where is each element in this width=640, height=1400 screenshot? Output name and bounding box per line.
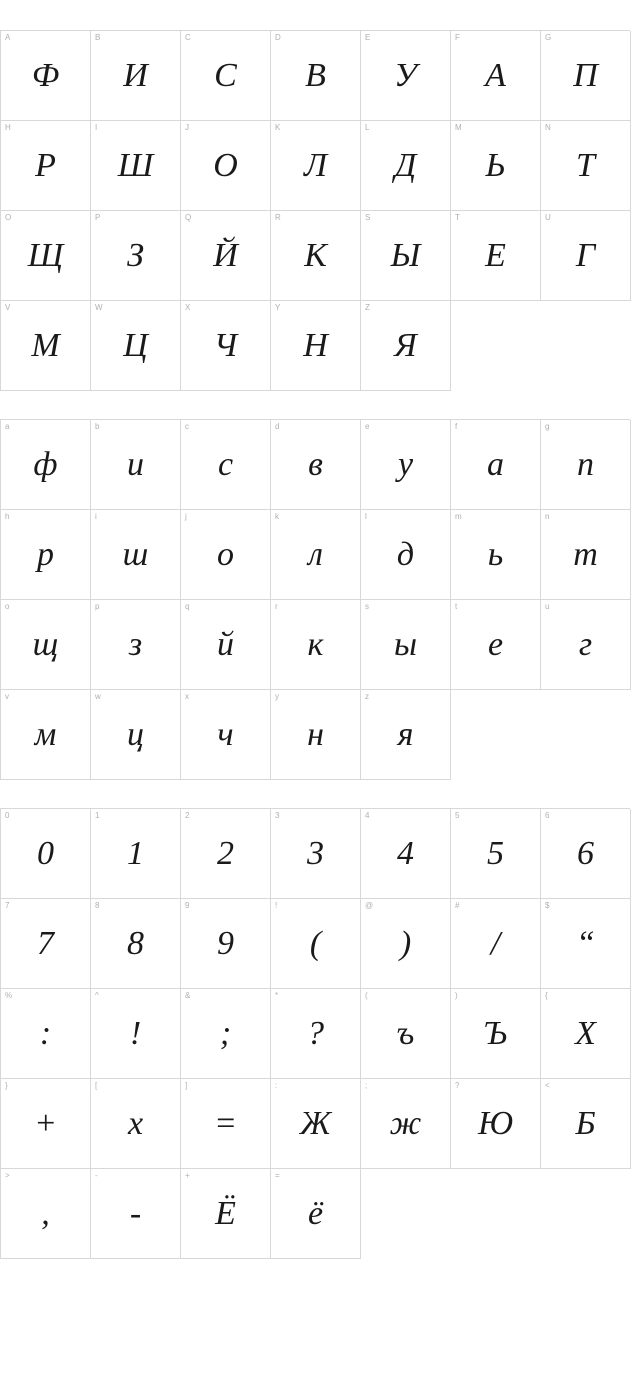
glyph-key-label: ; [365, 1081, 368, 1090]
glyph-cell [1, 899, 91, 989]
glyph-key-label: 5 [455, 811, 460, 820]
glyph-character: К [304, 236, 327, 274]
glyph-key-label: - [95, 1171, 98, 1180]
glyph-key-label: m [455, 512, 462, 521]
glyph-character: Т [576, 146, 595, 184]
glyph-cell [181, 510, 271, 600]
glyph-cell [181, 420, 271, 510]
glyph-character: а [487, 445, 504, 483]
glyph-cell [451, 809, 541, 899]
glyph-character: Я [394, 326, 417, 364]
glyph-character: Р [35, 146, 56, 184]
glyph-cell [451, 1079, 541, 1169]
glyph-cell [541, 989, 631, 1079]
glyph-character: р [37, 535, 54, 573]
glyph-cell [1, 989, 91, 1079]
glyph-key-label: u [545, 602, 550, 611]
glyph-key-label: t [455, 602, 458, 611]
glyph-character: ё [307, 1194, 324, 1232]
glyph-cell [451, 510, 541, 600]
glyph-character: А [485, 56, 506, 94]
glyph-key-label: l [365, 512, 367, 521]
glyph-cell [271, 211, 361, 301]
glyph-character: и [127, 445, 144, 483]
glyph-cell [91, 420, 181, 510]
glyph-key-label: w [95, 692, 101, 701]
glyph-character: л [308, 535, 323, 573]
glyph-cell [91, 301, 181, 391]
glyph-character: Ш [117, 146, 154, 184]
glyph-cell [181, 989, 271, 1079]
glyph-cell [451, 420, 541, 510]
glyph-cell [271, 301, 361, 391]
glyph-cell [451, 211, 541, 301]
glyph-cell-empty [451, 301, 541, 391]
glyph-cell [271, 510, 361, 600]
glyph-character: 5 [487, 834, 504, 872]
glyph-cell [91, 899, 181, 989]
glyph-character: Д [394, 146, 417, 184]
glyph-character: х [127, 1104, 144, 1142]
glyph-cell [181, 31, 271, 121]
glyph-cell [361, 899, 451, 989]
glyph-key-label: 2 [185, 811, 190, 820]
uppercase-glyph-grid [0, 30, 630, 391]
glyph-key-label: k [275, 512, 279, 521]
glyph-key-label: 8 [95, 901, 100, 910]
glyph-key-label: $ [545, 901, 550, 910]
glyph-cell [361, 121, 451, 211]
glyph-key-label: 1 [95, 811, 100, 820]
glyph-character: д [396, 535, 415, 573]
glyph-key-label: F [455, 33, 460, 42]
glyph-key-label: ( [365, 991, 368, 1000]
glyph-cell [271, 31, 361, 121]
glyph-cell [361, 1079, 451, 1169]
glyph-key-label: = [275, 1171, 280, 1180]
glyph-character: 6 [577, 834, 594, 872]
glyph-key-label: D [275, 33, 281, 42]
glyph-key-label: A [5, 33, 11, 42]
glyph-key-label: 9 [185, 901, 190, 910]
glyph-character: й [217, 625, 234, 663]
glyph-cell [1, 690, 91, 780]
glyph-key-label: Y [275, 303, 281, 312]
glyph-character: Щ [27, 236, 64, 274]
glyph-cell [271, 420, 361, 510]
glyph-key-label: X [185, 303, 191, 312]
glyph-cell [541, 31, 631, 121]
glyph-key-label: ? [455, 1081, 460, 1090]
glyph-character: Х [575, 1014, 596, 1052]
glyph-key-label: g [545, 422, 550, 431]
glyph-character: Ъ [484, 1014, 507, 1052]
glyph-cell [271, 600, 361, 690]
glyph-cell [1, 809, 91, 899]
glyph-character: ф [33, 445, 58, 483]
glyph-character: ь [487, 535, 504, 573]
glyph-key-label: a [5, 422, 10, 431]
glyph-cell [1, 31, 91, 121]
glyph-key-label: Z [365, 303, 370, 312]
block-gap-1 [0, 391, 640, 419]
glyph-key-label: 7 [5, 901, 10, 910]
glyph-key-label: d [275, 422, 280, 431]
glyph-key-label: 4 [365, 811, 370, 820]
glyph-key-label: L [365, 123, 370, 132]
glyph-character: т [573, 535, 598, 573]
glyph-cell [361, 510, 451, 600]
glyph-key-label: < [545, 1081, 550, 1090]
glyph-key-label: i [95, 512, 97, 521]
glyph-key-label: I [95, 123, 98, 132]
glyph-character: у [397, 445, 414, 483]
glyph-key-label: # [455, 901, 460, 910]
glyph-key-label: 6 [545, 811, 550, 820]
glyph-cell [361, 301, 451, 391]
glyph-key-label: y [275, 692, 279, 701]
glyph-character: ) [399, 924, 412, 962]
glyph-cell [361, 809, 451, 899]
glyph-cell [181, 121, 271, 211]
glyph-character: Б [575, 1104, 596, 1142]
glyph-character: С [214, 56, 237, 94]
glyph-cell [91, 1079, 181, 1169]
glyph-cell [541, 121, 631, 211]
glyph-key-label: % [5, 991, 13, 1000]
glyph-character: / [490, 924, 501, 962]
glyph-character: Л [303, 146, 328, 184]
glyph-cell [91, 809, 181, 899]
glyph-cell [1, 600, 91, 690]
glyph-character: о [217, 535, 234, 573]
glyph-cell [361, 31, 451, 121]
glyph-key-label: K [275, 123, 281, 132]
glyph-character: 3 [307, 834, 324, 872]
glyph-key-label: n [545, 512, 550, 521]
glyph-cell [91, 211, 181, 301]
glyph-character: “ [576, 924, 595, 962]
glyph-key-label: ^ [95, 991, 99, 1000]
glyph-key-label: p [95, 602, 100, 611]
glyph-key-label: { [545, 991, 548, 1000]
glyph-cell [541, 420, 631, 510]
glyph-cell [91, 121, 181, 211]
glyph-character: Ы [390, 236, 421, 274]
glyph-cell [91, 31, 181, 121]
glyph-key-label: S [365, 213, 371, 222]
glyph-cell [91, 690, 181, 780]
glyph-cell-empty [541, 301, 631, 391]
glyph-cell [541, 600, 631, 690]
glyph-cell [181, 1079, 271, 1169]
glyph-character: 0 [37, 834, 54, 872]
glyph-key-label: ! [275, 901, 278, 910]
glyph-key-label: j [185, 512, 187, 521]
glyph-key-label: W [95, 303, 103, 312]
glyph-character: Ю [477, 1104, 514, 1142]
glyph-cell-empty [541, 1169, 631, 1259]
glyph-character: ч [217, 715, 234, 753]
glyph-key-label: q [185, 602, 190, 611]
glyph-character: ! [129, 1014, 142, 1052]
glyph-cell [181, 211, 271, 301]
glyph-character: 8 [127, 924, 144, 962]
lowercase-glyph-grid [0, 419, 630, 780]
glyph-character: О [213, 146, 238, 184]
glyph-key-label: J [185, 123, 189, 132]
glyph-key-label: B [95, 33, 101, 42]
glyph-character: : [39, 1014, 52, 1052]
glyph-character: , [41, 1194, 50, 1232]
digits-symbols-glyph-grid [0, 808, 630, 1259]
glyph-character: ? [307, 1014, 324, 1052]
glyph-key-label: + [185, 1171, 190, 1180]
glyph-cell [361, 690, 451, 780]
glyph-key-label: e [365, 422, 370, 431]
glyph-character: - [129, 1194, 142, 1232]
glyph-character: Г [575, 236, 596, 274]
glyph-cell [541, 809, 631, 899]
glyph-cell [541, 211, 631, 301]
glyph-key-label: * [275, 991, 279, 1000]
glyph-character: М [31, 326, 60, 364]
glyph-character: 9 [217, 924, 234, 962]
glyph-character: И [123, 56, 148, 94]
glyph-character: Ж [299, 1104, 332, 1142]
glyph-cell [91, 510, 181, 600]
glyph-cell [271, 809, 361, 899]
glyph-character: Е [485, 236, 506, 274]
glyph-character: ы [393, 625, 418, 663]
glyph-key-label: Q [185, 213, 192, 222]
glyph-character: з [128, 625, 143, 663]
glyph-character: П [573, 56, 598, 94]
glyph-cell [1, 1169, 91, 1259]
glyph-character: 7 [37, 924, 54, 962]
glyph-cell [1, 301, 91, 391]
glyph-key-label: M [455, 123, 462, 132]
glyph-key-label: b [95, 422, 100, 431]
glyph-key-label: @ [365, 901, 374, 910]
glyph-cell-empty [451, 690, 541, 780]
glyph-cell [271, 1079, 361, 1169]
glyph-character: в [308, 445, 323, 483]
glyph-key-label: r [275, 602, 278, 611]
glyph-character: 2 [217, 834, 234, 872]
glyph-key-label: 3 [275, 811, 280, 820]
glyph-cell [1, 1079, 91, 1169]
glyph-character: е [487, 625, 504, 663]
glyph-cell [91, 989, 181, 1079]
glyph-key-label: G [545, 33, 552, 42]
glyph-cell [271, 989, 361, 1079]
glyph-character: с [217, 445, 234, 483]
glyph-character: ц [127, 715, 144, 753]
glyph-cell [1, 121, 91, 211]
glyph-cell [361, 600, 451, 690]
glyph-character: ъ [396, 1014, 415, 1052]
glyph-key-label: : [275, 1081, 278, 1090]
glyph-key-label: C [185, 33, 191, 42]
glyph-character: н [307, 715, 324, 753]
glyph-cell [361, 989, 451, 1079]
glyph-key-label: } [5, 1081, 8, 1090]
glyph-cell [181, 301, 271, 391]
glyph-character: ш [122, 535, 149, 573]
glyph-key-label: c [185, 422, 189, 431]
glyph-key-label: f [455, 422, 458, 431]
glyph-character: + [34, 1104, 57, 1142]
glyph-character: Н [303, 326, 328, 364]
glyph-key-label: v [5, 692, 9, 701]
glyph-cell [1, 420, 91, 510]
glyph-key-label: P [95, 213, 101, 222]
glyph-character: Ч [213, 326, 238, 364]
glyph-cell [271, 121, 361, 211]
glyph-key-label: ] [185, 1081, 188, 1090]
glyph-cell [1, 211, 91, 301]
top-spacer [0, 0, 640, 30]
glyph-key-label: ) [455, 991, 458, 1000]
glyph-character: к [307, 625, 324, 663]
glyph-cell-empty [541, 690, 631, 780]
glyph-key-label: H [5, 123, 11, 132]
glyph-character: щ [32, 625, 59, 663]
glyph-key-label: s [365, 602, 369, 611]
glyph-cell [451, 600, 541, 690]
glyph-cell [541, 899, 631, 989]
glyph-character: = [214, 1104, 237, 1142]
glyph-character: Ф [31, 56, 60, 94]
glyph-cell [181, 899, 271, 989]
glyph-cell [91, 1169, 181, 1259]
glyph-cell [361, 211, 451, 301]
glyph-cell [181, 690, 271, 780]
glyph-cell [271, 899, 361, 989]
glyph-key-label: N [545, 123, 551, 132]
glyph-cell [451, 989, 541, 1079]
glyph-character: 4 [397, 834, 414, 872]
glyph-key-label: > [5, 1171, 10, 1180]
glyph-cell [271, 690, 361, 780]
glyph-key-label: V [5, 303, 11, 312]
glyph-cell [361, 420, 451, 510]
glyph-key-label: 0 [5, 811, 10, 820]
glyph-key-label: h [5, 512, 10, 521]
glyph-character: я [397, 715, 414, 753]
glyph-cell-empty [451, 1169, 541, 1259]
glyph-character: Ц [123, 326, 148, 364]
glyph-cell [541, 1079, 631, 1169]
glyph-key-label: x [185, 692, 189, 701]
glyph-key-label: z [365, 692, 369, 701]
glyph-character: п [577, 445, 594, 483]
glyph-character: ( [309, 924, 322, 962]
glyph-cell-empty [361, 1169, 451, 1259]
glyph-cell [451, 899, 541, 989]
glyph-cell [541, 510, 631, 600]
glyph-cell [451, 31, 541, 121]
glyph-cell [1, 510, 91, 600]
glyph-cell [271, 1169, 361, 1259]
glyph-character: м [34, 715, 57, 753]
glyph-cell [451, 121, 541, 211]
glyph-character: З [127, 236, 144, 274]
block-gap-2 [0, 780, 640, 808]
glyph-cell [181, 1169, 271, 1259]
glyph-character: Ё [215, 1194, 236, 1232]
glyph-character: г [578, 625, 593, 663]
glyph-character: Й [213, 236, 238, 274]
glyph-key-label: [ [95, 1081, 98, 1090]
glyph-cell [181, 809, 271, 899]
glyph-key-label: & [185, 991, 191, 1000]
glyph-key-label: O [5, 213, 12, 222]
glyph-character: В [305, 56, 326, 94]
glyph-cell [91, 600, 181, 690]
glyph-key-label: o [5, 602, 10, 611]
glyph-key-label: E [365, 33, 371, 42]
glyph-cell [181, 600, 271, 690]
glyph-key-label: T [455, 213, 460, 222]
glyph-character: ж [389, 1104, 422, 1142]
glyph-key-label: R [275, 213, 281, 222]
glyph-character: Ь [485, 146, 506, 184]
glyph-key-label: U [545, 213, 551, 222]
glyph-character: ; [219, 1014, 232, 1052]
glyph-character: 1 [127, 834, 144, 872]
glyph-character: У [394, 56, 417, 94]
